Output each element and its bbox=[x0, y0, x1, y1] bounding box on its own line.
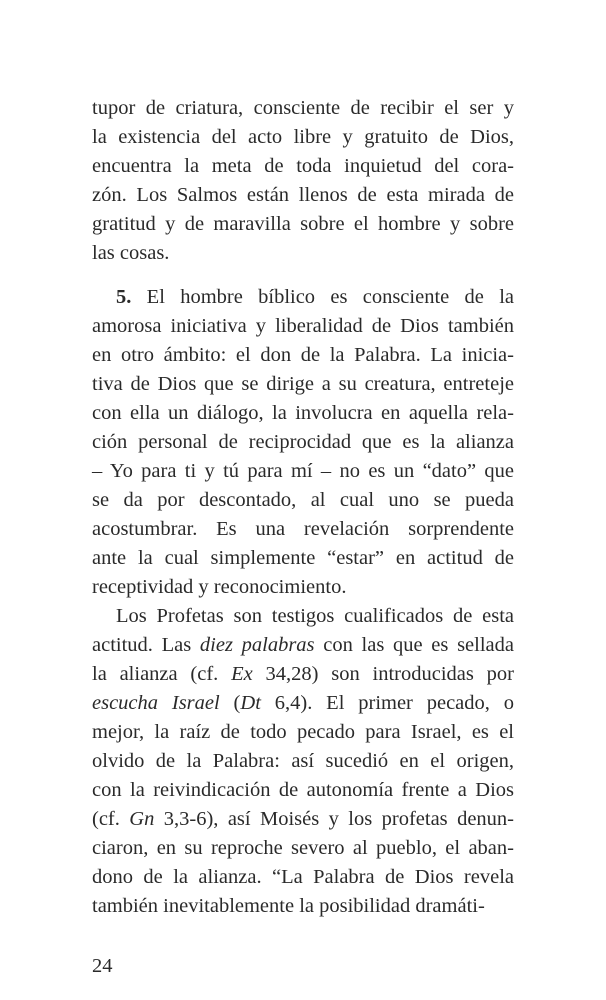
text-segment: zón. Los Salmos están llenos de esta mirada de bbox=[92, 184, 514, 206]
text-segment: tupor de criatura, consciente de recibir el ser y bbox=[92, 97, 514, 119]
text-segment: la alianza (cf. bbox=[92, 663, 232, 685]
text-segment: – Yo para ti y tú para mí – no es un “dato” que bbox=[92, 460, 514, 482]
text-segment: con la reivindicación de autonomía frente a Dios bbox=[92, 779, 514, 801]
text-line bbox=[92, 602, 514, 631]
text-line bbox=[92, 486, 514, 515]
text-segment: también inevitablemente la posibilidad dramáti- bbox=[92, 895, 485, 917]
text-segment: ( bbox=[219, 692, 241, 714]
text-line bbox=[92, 747, 514, 776]
italic-text: escucha Israel bbox=[92, 692, 220, 714]
text-segment: las cosas. bbox=[92, 242, 170, 264]
paragraph bbox=[92, 602, 514, 921]
text-segment: con las que es sellada bbox=[314, 634, 514, 656]
text-segment: receptividad y reconocimiento. bbox=[92, 576, 347, 598]
text-segment: mejor, la raíz de todo pecado para Israel, es el bbox=[92, 721, 514, 743]
text-segment: ante la cual simplemente “estar” en actitud de bbox=[92, 547, 514, 569]
text-line bbox=[92, 94, 514, 123]
text-line bbox=[92, 123, 514, 152]
section-number: 5. bbox=[116, 286, 132, 308]
text-line bbox=[92, 689, 514, 718]
text-segment: amorosa iniciativa y liberalidad de Dios también bbox=[92, 315, 514, 337]
text-line bbox=[92, 210, 514, 239]
text-line bbox=[92, 457, 514, 486]
text-segment: olvido de la Palabra: así sucedió en el origen, bbox=[92, 750, 514, 772]
text-segment: ción personal de reciprocidad que es la alianza bbox=[92, 431, 514, 453]
text-segment: la existencia del acto libre y gratuito de Dios, bbox=[92, 126, 514, 148]
text-line bbox=[92, 428, 514, 457]
italic-text: Gn bbox=[129, 808, 155, 830]
text-segment: ciaron, en su reproche severo al pueblo, el aban- bbox=[92, 837, 514, 859]
text-line bbox=[92, 834, 514, 863]
text-line bbox=[92, 239, 514, 268]
text-line bbox=[92, 312, 514, 341]
body-text bbox=[92, 94, 514, 921]
italic-text: diez palabras bbox=[199, 634, 315, 656]
text-segment: en otro ámbito: el don de la Palabra. La inicia- bbox=[92, 344, 514, 366]
text-segment: 6,4). El primer pecado, o bbox=[260, 692, 515, 714]
text-line bbox=[92, 181, 514, 210]
paragraph bbox=[92, 94, 514, 268]
text-segment: (cf. bbox=[92, 808, 130, 830]
text-segment: gratitud y de maravilla sobre el hombre y sobre bbox=[92, 213, 514, 235]
text-segment: tiva de Dios que se dirige a su creatura, entreteje bbox=[92, 373, 514, 395]
text-line bbox=[92, 892, 514, 921]
text-line bbox=[92, 631, 514, 660]
text-segment: dono de la alianza. “La Palabra de Dios revela bbox=[92, 866, 514, 888]
text-segment: con ella un diálogo, la involucra en aquella rela- bbox=[92, 402, 514, 424]
text-segment: 3,3-6), así Moisés y los profetas denun- bbox=[154, 808, 514, 830]
text-segment: 34,28) son introducidas por bbox=[252, 663, 514, 685]
text-segment: actitud. Las bbox=[92, 634, 200, 656]
text-line bbox=[92, 341, 514, 370]
text-line bbox=[92, 863, 514, 892]
text-line bbox=[92, 283, 514, 312]
text-segment: Los Profetas son testigos cualificados de esta bbox=[116, 605, 514, 627]
page-number: 24 bbox=[92, 955, 113, 977]
text-line bbox=[92, 515, 514, 544]
text-line bbox=[92, 544, 514, 573]
italic-text: Ex bbox=[231, 663, 253, 685]
text-segment: se da por descontado, al cual uno se pueda bbox=[92, 489, 514, 511]
text-line bbox=[92, 776, 514, 805]
text-segment: encuentra la meta de toda inquietud del cora- bbox=[92, 155, 514, 177]
italic-text: Dt bbox=[240, 692, 261, 714]
text-line bbox=[92, 399, 514, 428]
text-line bbox=[92, 370, 514, 399]
text-segment: El hombre bíblico es consciente de la bbox=[131, 286, 514, 308]
text-line bbox=[92, 718, 514, 747]
text-line bbox=[92, 152, 514, 181]
text-segment: acostumbrar. Es una revelación sorprendente bbox=[92, 518, 514, 540]
text-line bbox=[92, 660, 514, 689]
text-line bbox=[92, 573, 514, 602]
paragraph bbox=[92, 283, 514, 602]
text-line bbox=[92, 805, 514, 834]
